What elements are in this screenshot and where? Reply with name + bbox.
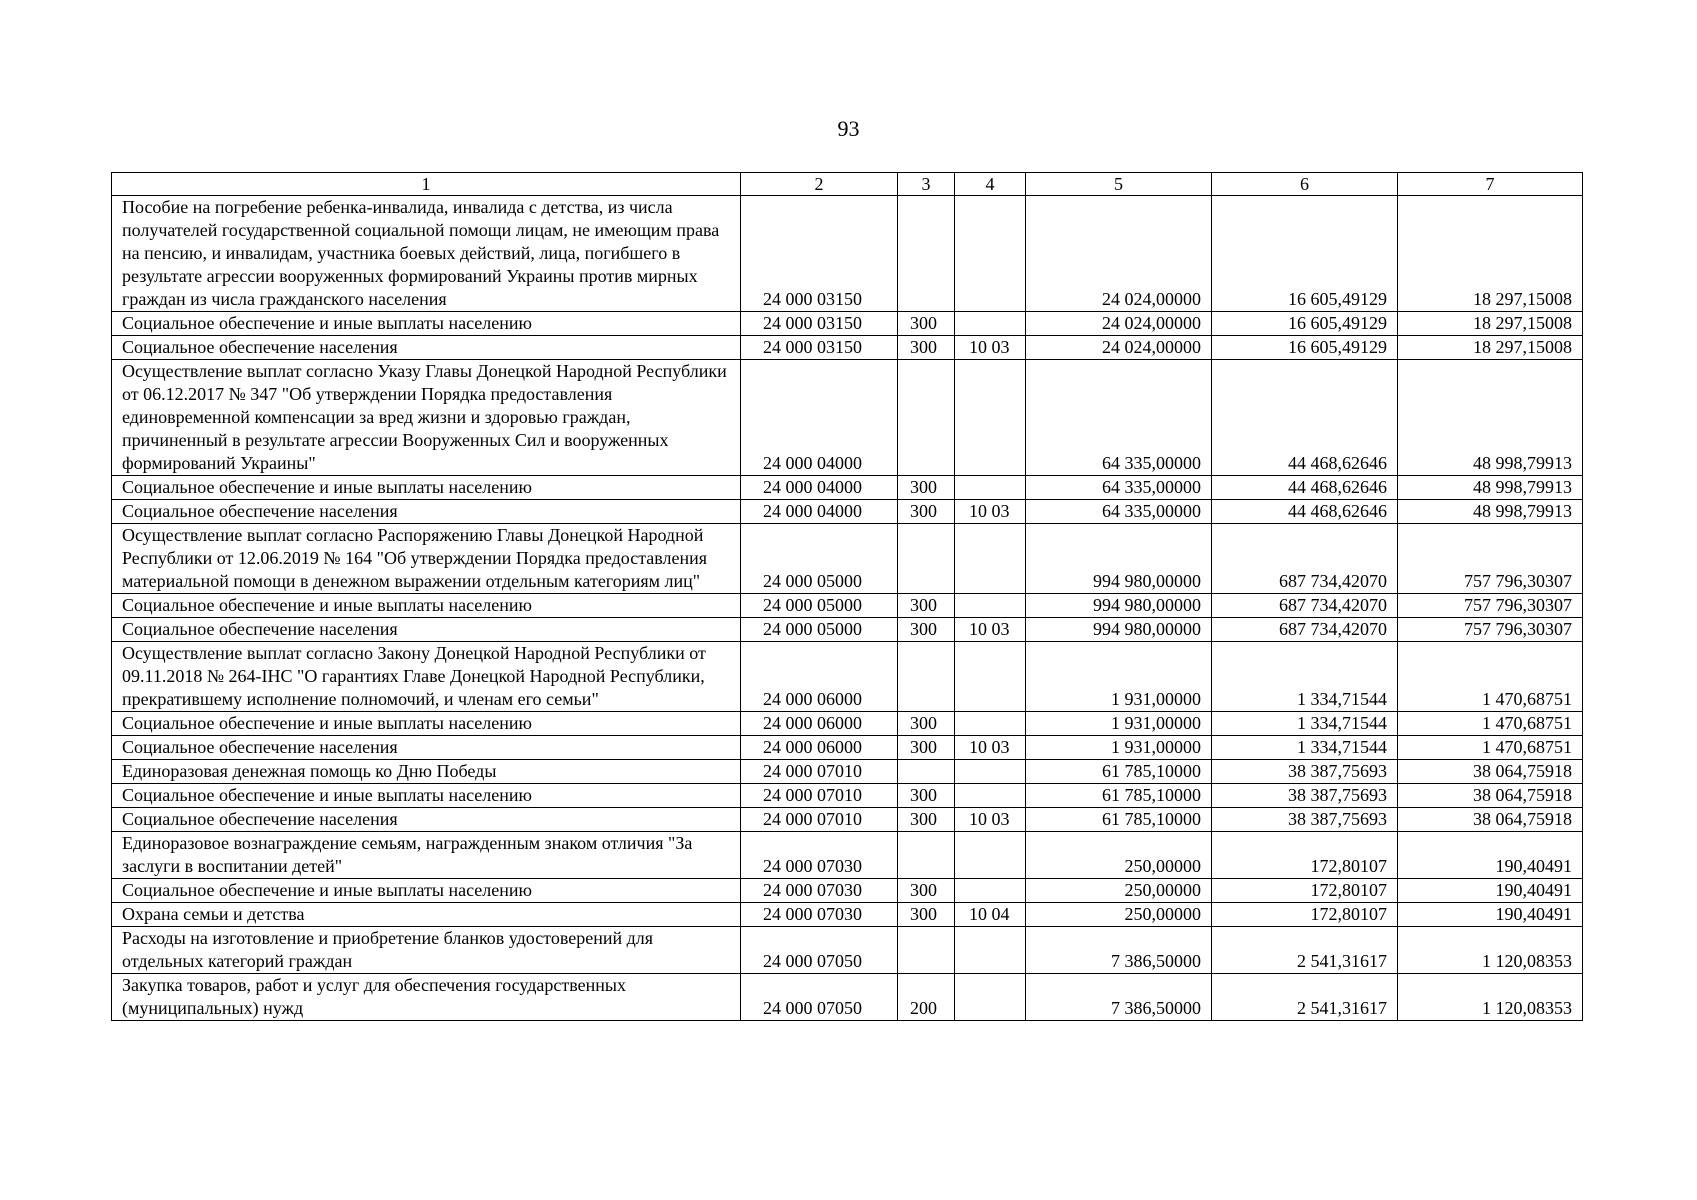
row-section-cell <box>955 476 1026 500</box>
row-value-6-cell: 172,80107 <box>1212 903 1398 927</box>
column-header-6: 6 <box>1212 173 1398 196</box>
table-row <box>112 784 1583 808</box>
row-code-cell: 24 000 07010 <box>741 760 898 784</box>
row-code-cell: 24 000 03150 <box>741 336 898 360</box>
row-code-cell: 24 000 07030 <box>741 903 898 927</box>
row-section-cell <box>955 642 1026 712</box>
row-name-cell: Осуществление выплат согласно Распоряжению Главы Донецкой Народной Республики от 12.06.2019 № 164 "Об утверждении Порядка предоставления материальной помощи в денежном выражении отдельным категориям лиц" <box>112 524 741 594</box>
row-name-cell: Осуществление выплат согласно Закону Донецкой Народной Республики от 09.11.2018 № 264-IНС "О гарантиях Главе Донецкой Народной Республики, прекратившему исполнение полномочий, и членам его семьи" <box>112 642 741 712</box>
row-value-5-cell: 7 386,50000 <box>1026 974 1212 1021</box>
row-name-cell: Осуществление выплат согласно Указу Главы Донецкой Народной Республики от 06.12.2017 № 347 "Об утверждении Порядка предоставления единовременной компенсации за вред жизни и здоровью граждан, причиненный в результате агрессии Вооруженных Сил и вооруженных формирований Украины" <box>112 360 741 476</box>
row-value-7-cell: 1 470,68751 <box>1398 642 1583 712</box>
row-code-cell: 24 000 04000 <box>741 500 898 524</box>
row-section-cell: 10 03 <box>955 736 1026 760</box>
row-code-cell: 24 000 04000 <box>741 476 898 500</box>
table-row <box>112 500 1583 524</box>
row-value-7-cell: 1 470,68751 <box>1398 736 1583 760</box>
row-name-cell: Социальное обеспечение и иные выплаты населению <box>112 476 741 500</box>
row-expense-type-cell <box>898 524 955 594</box>
row-value-6-cell: 1 334,71544 <box>1212 642 1398 712</box>
row-code-cell: 24 000 06000 <box>741 712 898 736</box>
row-value-7-cell: 1 120,08353 <box>1398 974 1583 1021</box>
budget-table <box>111 172 1583 1021</box>
column-header-4: 4 <box>955 173 1026 196</box>
row-code-cell: 24 000 07030 <box>741 832 898 879</box>
row-code-cell: 24 000 07050 <box>741 974 898 1021</box>
row-value-6-cell: 2 541,31617 <box>1212 974 1398 1021</box>
row-expense-type-cell <box>898 832 955 879</box>
row-section-cell <box>955 832 1026 879</box>
row-code-cell: 24 000 06000 <box>741 642 898 712</box>
row-expense-type-cell: 300 <box>898 476 955 500</box>
row-name-cell: Социальное обеспечение населения <box>112 618 741 642</box>
row-value-6-cell: 16 605,49129 <box>1212 196 1398 312</box>
row-value-5-cell: 994 980,00000 <box>1026 618 1212 642</box>
row-value-5-cell: 1 931,00000 <box>1026 642 1212 712</box>
row-value-6-cell: 16 605,49129 <box>1212 336 1398 360</box>
row-name-cell: Социальное обеспечение населения <box>112 736 741 760</box>
row-value-5-cell: 61 785,10000 <box>1026 760 1212 784</box>
row-value-7-cell: 18 297,15008 <box>1398 336 1583 360</box>
row-value-5-cell: 994 980,00000 <box>1026 594 1212 618</box>
row-section-cell: 10 03 <box>955 618 1026 642</box>
row-value-7-cell: 190,40491 <box>1398 903 1583 927</box>
row-code-cell: 24 000 05000 <box>741 594 898 618</box>
table-row <box>112 832 1583 879</box>
row-section-cell <box>955 312 1026 336</box>
table-row <box>112 312 1583 336</box>
table-row <box>112 524 1583 594</box>
row-value-5-cell: 7 386,50000 <box>1026 927 1212 974</box>
row-value-6-cell: 687 734,42070 <box>1212 524 1398 594</box>
table-row <box>112 760 1583 784</box>
row-name-cell: Социальное обеспечение и иные выплаты населению <box>112 879 741 903</box>
row-value-5-cell: 994 980,00000 <box>1026 524 1212 594</box>
table-row <box>112 360 1583 476</box>
row-value-6-cell: 172,80107 <box>1212 879 1398 903</box>
row-section-cell: 10 03 <box>955 500 1026 524</box>
table-row <box>112 336 1583 360</box>
column-header-2: 2 <box>741 173 898 196</box>
row-section-cell: 10 04 <box>955 903 1026 927</box>
row-name-cell: Пособие на погребение ребенка-инвалида, инвалида с детства, из числа получателей государственной социальной помощи лицам, не имеющим права на пенсию, и инвалидам, участника боевых действий, лица, погибшего в результате агрессии вооруженных формирований Украины против мирных граждан из числа гражданского населения <box>112 196 741 312</box>
column-header-5: 5 <box>1026 173 1212 196</box>
row-expense-type-cell <box>898 360 955 476</box>
row-value-6-cell: 44 468,62646 <box>1212 360 1398 476</box>
row-code-cell: 24 000 03150 <box>741 196 898 312</box>
table-row <box>112 618 1583 642</box>
row-value-5-cell: 61 785,10000 <box>1026 808 1212 832</box>
row-value-7-cell: 190,40491 <box>1398 879 1583 903</box>
row-value-7-cell: 1 470,68751 <box>1398 712 1583 736</box>
row-value-5-cell: 250,00000 <box>1026 903 1212 927</box>
row-section-cell <box>955 594 1026 618</box>
row-value-7-cell: 1 120,08353 <box>1398 927 1583 974</box>
row-code-cell: 24 000 05000 <box>741 524 898 594</box>
row-expense-type-cell: 300 <box>898 594 955 618</box>
row-value-6-cell: 38 387,75693 <box>1212 760 1398 784</box>
row-value-7-cell: 190,40491 <box>1398 832 1583 879</box>
row-name-cell: Расходы на изготовление и приобретение бланков удостоверений для отдельных категорий граждан <box>112 927 741 974</box>
row-value-7-cell: 48 998,79913 <box>1398 476 1583 500</box>
table-row <box>112 196 1583 312</box>
table-row <box>112 736 1583 760</box>
row-name-cell: Социальное обеспечение и иные выплаты населению <box>112 312 741 336</box>
row-code-cell: 24 000 07050 <box>741 927 898 974</box>
row-expense-type-cell <box>898 196 955 312</box>
row-expense-type-cell: 300 <box>898 336 955 360</box>
row-value-5-cell: 250,00000 <box>1026 879 1212 903</box>
row-value-7-cell: 757 796,30307 <box>1398 524 1583 594</box>
table-row <box>112 594 1583 618</box>
row-name-cell: Закупка товаров, работ и услуг для обеспечения государственных (муниципальных) нужд <box>112 974 741 1021</box>
row-expense-type-cell: 300 <box>898 879 955 903</box>
row-value-5-cell: 24 024,00000 <box>1026 312 1212 336</box>
row-value-7-cell: 48 998,79913 <box>1398 360 1583 476</box>
table-header-row <box>112 173 1583 196</box>
row-value-7-cell: 38 064,75918 <box>1398 808 1583 832</box>
table-row <box>112 712 1583 736</box>
row-value-6-cell: 1 334,71544 <box>1212 712 1398 736</box>
row-value-6-cell: 44 468,62646 <box>1212 500 1398 524</box>
row-section-cell <box>955 879 1026 903</box>
row-value-5-cell: 61 785,10000 <box>1026 784 1212 808</box>
page-number: 93 <box>837 116 860 141</box>
row-value-6-cell: 1 334,71544 <box>1212 736 1398 760</box>
column-header-7: 7 <box>1398 173 1583 196</box>
row-name-cell: Социальное обеспечение населения <box>112 500 741 524</box>
row-name-cell: Социальное обеспечение и иные выплаты населению <box>112 784 741 808</box>
row-value-6-cell: 16 605,49129 <box>1212 312 1398 336</box>
row-section-cell <box>955 760 1026 784</box>
row-value-5-cell: 1 931,00000 <box>1026 736 1212 760</box>
row-section-cell: 10 03 <box>955 336 1026 360</box>
row-value-5-cell: 24 024,00000 <box>1026 196 1212 312</box>
row-value-6-cell: 687 734,42070 <box>1212 594 1398 618</box>
table-row <box>112 927 1583 974</box>
row-name-cell: Социальное обеспечение населения <box>112 336 741 360</box>
row-value-7-cell: 38 064,75918 <box>1398 760 1583 784</box>
row-section-cell <box>955 524 1026 594</box>
table-row <box>112 642 1583 712</box>
row-code-cell: 24 000 07010 <box>741 808 898 832</box>
row-name-cell: Охрана семьи и детства <box>112 903 741 927</box>
row-value-6-cell: 172,80107 <box>1212 832 1398 879</box>
column-header-3: 3 <box>898 173 955 196</box>
row-value-5-cell: 24 024,00000 <box>1026 336 1212 360</box>
row-value-7-cell: 757 796,30307 <box>1398 594 1583 618</box>
row-expense-type-cell: 200 <box>898 974 955 1021</box>
table-row <box>112 476 1583 500</box>
row-expense-type-cell <box>898 760 955 784</box>
row-value-5-cell: 64 335,00000 <box>1026 500 1212 524</box>
row-value-6-cell: 2 541,31617 <box>1212 927 1398 974</box>
row-value-6-cell: 44 468,62646 <box>1212 476 1398 500</box>
row-expense-type-cell: 300 <box>898 784 955 808</box>
row-value-7-cell: 18 297,15008 <box>1398 196 1583 312</box>
row-expense-type-cell: 300 <box>898 500 955 524</box>
table-row <box>112 808 1583 832</box>
row-expense-type-cell: 300 <box>898 736 955 760</box>
row-expense-type-cell: 300 <box>898 903 955 927</box>
row-value-7-cell: 757 796,30307 <box>1398 618 1583 642</box>
row-code-cell: 24 000 05000 <box>741 618 898 642</box>
row-expense-type-cell: 300 <box>898 312 955 336</box>
row-value-7-cell: 38 064,75918 <box>1398 784 1583 808</box>
table-row <box>112 974 1583 1021</box>
row-name-cell: Единоразовое вознаграждение семьям, награжденным знаком отличия "За заслуги в воспитании детей" <box>112 832 741 879</box>
row-name-cell: Единоразовая денежная помощь ко Дню Победы <box>112 760 741 784</box>
row-section-cell <box>955 784 1026 808</box>
row-code-cell: 24 000 03150 <box>741 312 898 336</box>
row-section-cell <box>955 712 1026 736</box>
row-section-cell <box>955 974 1026 1021</box>
row-section-cell <box>955 196 1026 312</box>
row-value-6-cell: 687 734,42070 <box>1212 618 1398 642</box>
row-expense-type-cell: 300 <box>898 808 955 832</box>
column-header-1: 1 <box>112 173 741 196</box>
row-expense-type-cell: 300 <box>898 712 955 736</box>
row-value-6-cell: 38 387,75693 <box>1212 808 1398 832</box>
row-section-cell: 10 03 <box>955 808 1026 832</box>
row-code-cell: 24 000 07010 <box>741 784 898 808</box>
table-row <box>112 903 1583 927</box>
row-name-cell: Социальное обеспечение населения <box>112 808 741 832</box>
row-code-cell: 24 000 04000 <box>741 360 898 476</box>
row-value-5-cell: 250,00000 <box>1026 832 1212 879</box>
row-value-7-cell: 18 297,15008 <box>1398 312 1583 336</box>
row-name-cell: Социальное обеспечение и иные выплаты населению <box>112 594 741 618</box>
row-expense-type-cell: 300 <box>898 618 955 642</box>
row-code-cell: 24 000 07030 <box>741 879 898 903</box>
row-expense-type-cell <box>898 927 955 974</box>
row-value-5-cell: 64 335,00000 <box>1026 360 1212 476</box>
row-section-cell <box>955 360 1026 476</box>
row-value-5-cell: 1 931,00000 <box>1026 712 1212 736</box>
row-code-cell: 24 000 06000 <box>741 736 898 760</box>
row-expense-type-cell <box>898 642 955 712</box>
row-name-cell: Социальное обеспечение и иные выплаты населению <box>112 712 741 736</box>
row-value-7-cell: 48 998,79913 <box>1398 500 1583 524</box>
row-section-cell <box>955 927 1026 974</box>
row-value-5-cell: 64 335,00000 <box>1026 476 1212 500</box>
table-row <box>112 879 1583 903</box>
row-value-6-cell: 38 387,75693 <box>1212 784 1398 808</box>
